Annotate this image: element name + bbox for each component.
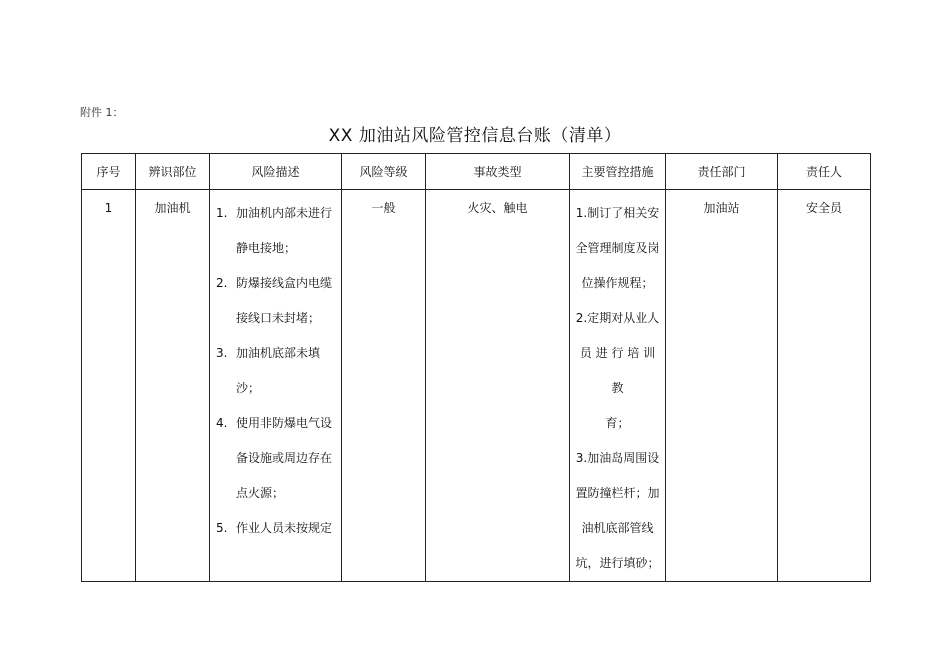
risk-item [216,196,335,266]
measure-line: 育； [605,416,630,430]
measure-line: 全管理制度及岗 [575,241,660,255]
column-header-index: 序号 [82,154,136,190]
table-row [82,190,871,582]
risk-ledger-table [81,153,871,582]
table-header-row [82,154,871,190]
cell-control-measures [570,190,666,582]
risk-item [216,511,335,546]
measure-line: 位操作规程； [581,276,654,290]
column-header-department: 责任部门 [666,154,778,190]
measure-line: 员 进 行 培 训 教 [579,346,656,395]
risk-item-line: 备设施或周边存在 [236,451,333,465]
column-header-risk-level: 风险等级 [342,154,426,190]
risk-item-line: 静电接地； [236,241,297,255]
risk-item-number: 4. [216,416,228,430]
risk-item-line: 加油机底部未填 [236,346,321,360]
column-header-location: 辨识部位 [136,154,210,190]
risk-item [216,406,335,511]
column-header-control-measures: 主要管控措施 [570,154,666,190]
measure-line: 置防撞栏杆；加 [575,486,660,500]
cell-department: 加油站 [666,190,778,582]
risk-item-text [236,336,335,406]
cell-risk-level: 一般 [342,190,426,582]
risk-item-text [236,406,335,511]
measure-line: 坑，进行填砂； [575,556,660,570]
cell-person: 安全员 [778,190,871,582]
risk-item [216,266,335,336]
risk-item-line: 使用非防爆电气设 [236,416,333,430]
column-header-person: 责任人 [778,154,871,190]
measure-line: 油机底部管线 [581,521,654,535]
risk-item-text [236,511,335,546]
page-title: XX 加油站风险管控信息台账（清单） [328,126,622,146]
column-header-accident-type: 事故类型 [426,154,570,190]
cell-location: 加油机 [136,190,210,582]
measure-line: 2.定期对从业人 [575,311,660,325]
risk-item-line: 点火源； [236,486,285,500]
column-header-risk-description: 风险描述 [210,154,342,190]
risk-item-text [236,266,335,336]
measure-line: 1.制订了相关安 [575,206,660,220]
risk-item-number: 1. [216,206,228,220]
risk-item-number: 2. [216,276,228,290]
risk-item-number: 5. [216,521,228,535]
risk-item-number: 3. [216,346,228,360]
risk-item-text [236,196,335,266]
attachment-label: 附件 1： [80,106,124,119]
measures-list [570,190,665,581]
risk-item-line: 沙； [236,381,261,395]
risk-item-line: 加油机内部未进行 [236,206,333,220]
measure-line: 3.加油岛周围设 [575,451,660,465]
risk-item-line: 防爆接线盒内电缆 [236,276,333,290]
cell-accident-type: 火灾、触电 [426,190,570,582]
cell-risk-description [210,190,342,582]
cell-index: 1 [82,190,136,582]
risk-item [216,336,335,406]
risk-item-line: 作业人员未按规定 [236,521,333,535]
risk-item-line: 接线口未封堵； [236,311,321,325]
risk-list [210,190,341,546]
